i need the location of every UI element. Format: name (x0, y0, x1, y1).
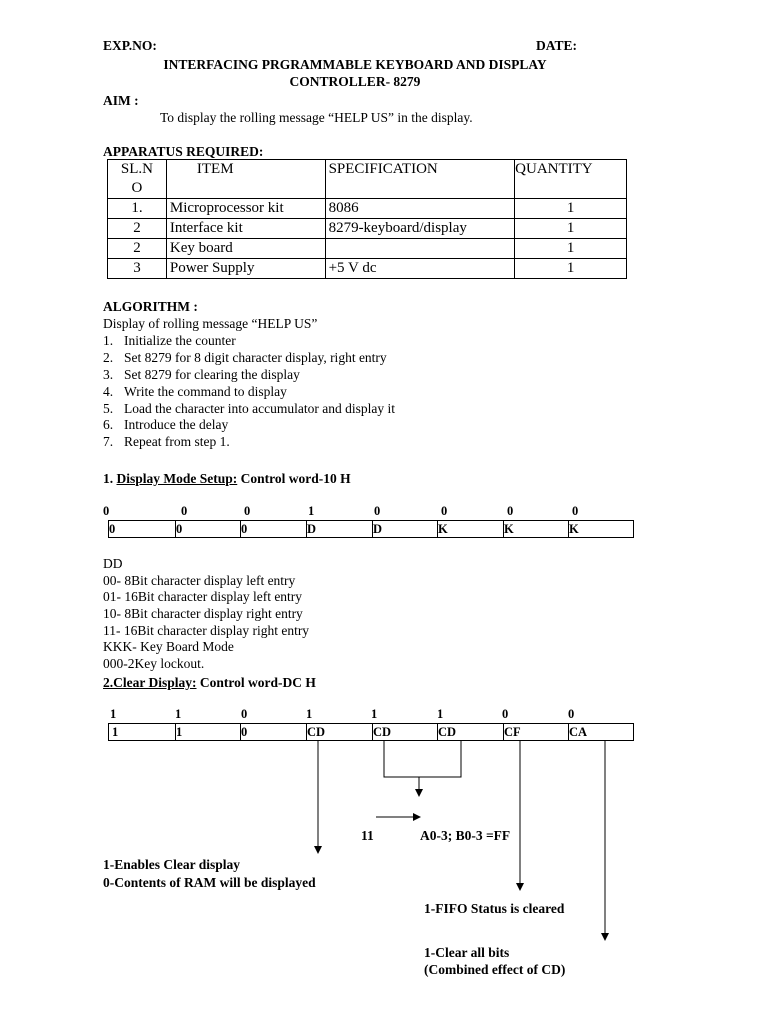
apparatus-label: APPARATUS REQUIRED: (103, 144, 264, 159)
bit-value: 0 (502, 707, 509, 721)
register-cell: D (373, 522, 383, 536)
row-sl: 2 (108, 219, 167, 239)
bit-value: 0 (374, 504, 381, 518)
cf-note: 1-FIFO Status is cleared (424, 901, 565, 916)
dd-note: 00- 8Bit character display left entry (103, 573, 296, 588)
display-mode-heading: 1. Display Mode Setup: Control word-10 H (103, 471, 351, 486)
aim-text: To display the rolling message “HELP US” in the display. (160, 110, 473, 125)
clear-display-heading: 2.Clear Display: Control word-DC H (103, 675, 316, 690)
row-qty: 1 (515, 219, 627, 239)
aim-label: AIM : (103, 93, 139, 108)
algorithm-step: 7. Repeat from step 1. (103, 434, 230, 449)
register-cell: 0 (176, 522, 183, 536)
row-item: Key board (166, 239, 325, 259)
bit-value: 1 (437, 707, 444, 721)
row-qty: 1 (515, 199, 627, 219)
bit-value: 0 (181, 504, 188, 518)
bit-value: 1 (308, 504, 315, 518)
register-cell: 0 (241, 725, 248, 739)
cd-11-label: 11 (361, 828, 374, 843)
row-item: Interface kit (166, 219, 325, 239)
kkk-note: KKK- Key Board Mode (103, 639, 234, 654)
register-cell: 1 (176, 725, 183, 739)
header-spec: SPECIFICATION (325, 160, 515, 199)
register-cell: D (307, 522, 317, 536)
register-cell: CF (504, 725, 521, 739)
row-spec: 8279-keyboard/display (325, 219, 515, 239)
dd-note: DD (103, 556, 123, 571)
bit-value: 0 (441, 504, 448, 518)
header-qty: QUANTITY (515, 160, 627, 199)
register-cell: K (438, 522, 448, 536)
cd-11-result: A0-3; B0-3 =FF (420, 828, 511, 843)
algorithm-step: 6. Introduce the delay (103, 417, 229, 432)
header-item: ITEM (166, 160, 325, 199)
bit-value: 0 (244, 504, 251, 518)
algorithm-intro: Display of rolling message “HELP US” (103, 316, 318, 331)
register-cell: CD (373, 725, 392, 739)
row-item: Microprocessor kit (166, 199, 325, 219)
row-sl: 2 (108, 239, 167, 259)
algorithm-step: 3. Set 8279 for clearing the display (103, 367, 300, 382)
dd-note: 01- 16Bit character display left entry (103, 589, 303, 604)
algorithm-step: 5. Load the character into accumulator and display it (103, 401, 396, 416)
row-sl: 3 (108, 259, 167, 279)
bit-value: 0 (572, 504, 579, 518)
ca-note-1: 1-Clear all bits (424, 945, 510, 960)
register-cell: 0 (241, 522, 248, 536)
cd-note-1: 1-Enables Clear display (103, 857, 241, 872)
title-line-2: CONTROLLER- 8279 (289, 74, 421, 89)
bit-value: 1 (110, 707, 117, 721)
row-spec: +5 V dc (325, 259, 515, 279)
date-label: DATE: (536, 38, 578, 53)
kkk-note: 000-2Key lockout. (103, 656, 205, 671)
algorithm-step: 4. Write the command to display (103, 384, 287, 399)
register-cell: CA (569, 725, 588, 739)
cd-note-0: 0-Contents of RAM will be displayed (103, 875, 316, 890)
row-sl: 1. (108, 199, 167, 219)
title-line-1: INTERFACING PRGRAMMABLE KEYBOARD AND DISPLAY (163, 57, 547, 72)
row-spec: 8086 (325, 199, 515, 219)
register-cell: 1 (112, 725, 119, 739)
algorithm-step: 2. Set 8279 for 8 digit character display, right entry (103, 350, 387, 365)
algorithm-step: 1. Initialize the counter (103, 333, 236, 348)
bit-value: 1 (371, 707, 378, 721)
dd-note: 11- 16Bit character display right entry (103, 623, 310, 638)
register-cell: CD (438, 725, 457, 739)
ca-note-2: (Combined effect of CD) (424, 962, 566, 977)
bit-value: 1 (306, 707, 313, 721)
bit-value: 0 (507, 504, 514, 518)
register-cell: 0 (109, 522, 116, 536)
row-item: Power Supply (166, 259, 325, 279)
bit-value: 0 (103, 504, 110, 518)
exp-no-label: EXP.NO: (103, 38, 157, 53)
dd-note: 10- 8Bit character display right entry (103, 606, 303, 621)
bit-value: 0 (568, 707, 575, 721)
bit-value: 0 (241, 707, 248, 721)
header-slno: SL.N O (108, 160, 167, 199)
algorithm-label: ALGORITHM : (103, 299, 198, 314)
row-qty: 1 (515, 239, 627, 259)
bit-value: 1 (175, 707, 182, 721)
register-cell: K (504, 522, 514, 536)
register-cell: CD (307, 725, 326, 739)
row-qty: 1 (515, 259, 627, 279)
register-cell: K (569, 522, 579, 536)
